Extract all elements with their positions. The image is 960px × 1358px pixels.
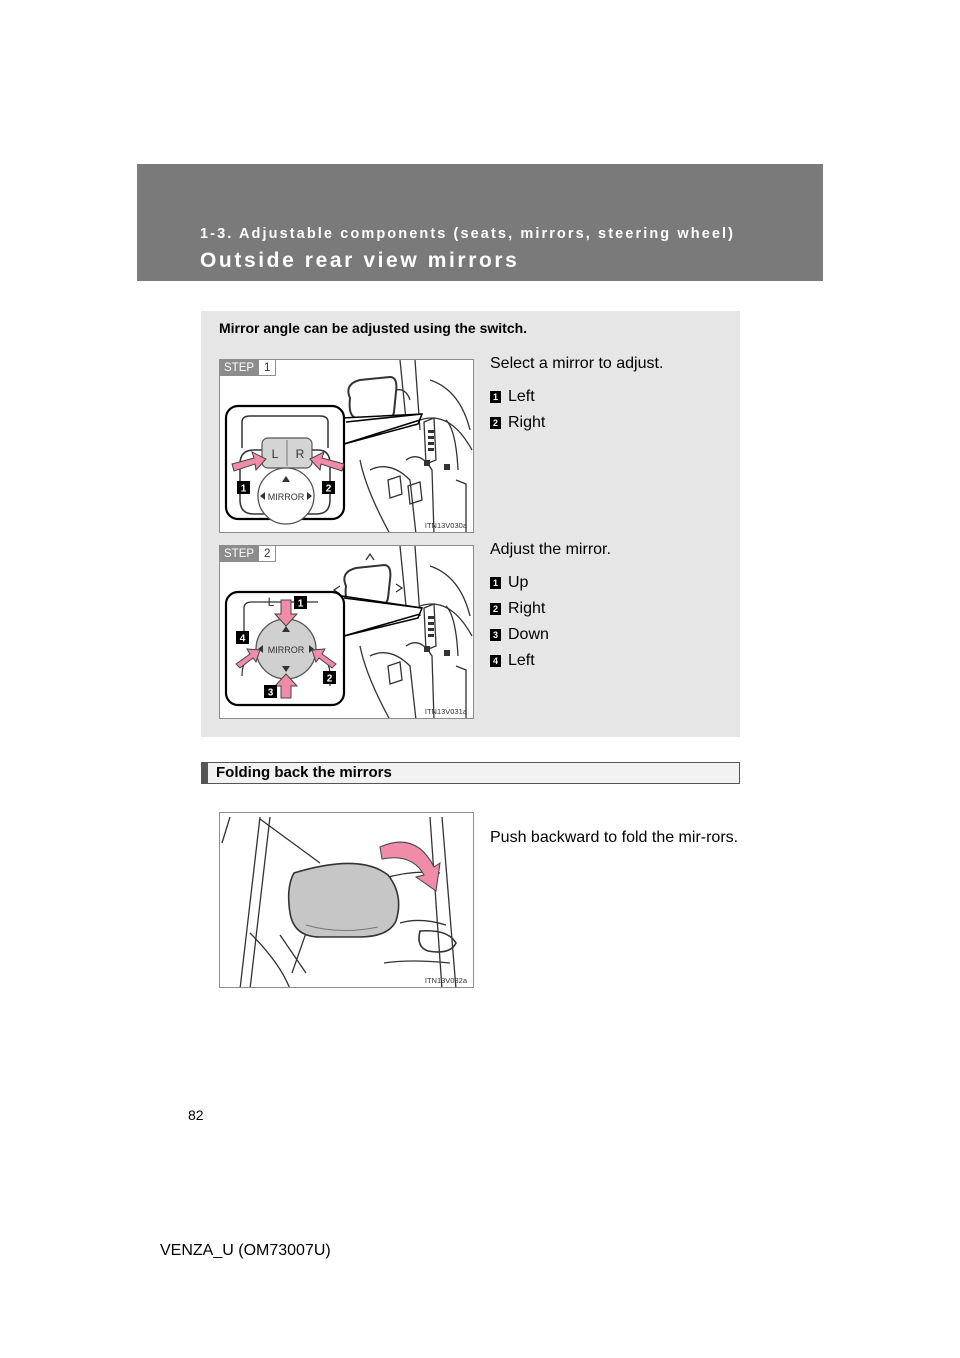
step2-figure <box>219 545 474 719</box>
svg-text:1: 1 <box>297 598 304 610</box>
mirror-switch-label: MIRROR <box>267 645 305 655</box>
svg-text:3: 3 <box>267 687 274 699</box>
step2-figure-code: ITN13V031a <box>424 707 467 716</box>
step1-item: 1 Left <box>490 388 535 406</box>
step2-badge: STEP 2 <box>220 546 276 562</box>
switch-letter-l: L <box>271 447 279 461</box>
footer-code: VENZA_U (OM73007U) <box>160 1242 331 1259</box>
step2-item: 2 Right <box>490 600 545 618</box>
step2-item: 3 Down <box>490 626 549 644</box>
svg-text:2: 2 <box>325 483 332 495</box>
switch-letter-r: R <box>295 447 305 461</box>
svg-text:4: 4 <box>239 633 246 645</box>
svg-text:2: 2 <box>326 673 333 685</box>
step1-figure-code: ITN13V030a <box>424 521 467 530</box>
chapter-subtitle: 1-3. Adjustable components (seats, mirrors, steering wheel) <box>200 226 736 242</box>
folding-text: Push backward to fold the mir-rors. <box>490 829 739 846</box>
page-number: 82 <box>188 1107 204 1123</box>
step2-item: 4 Left <box>490 652 535 670</box>
step1-figure <box>219 359 474 533</box>
step1-instruction: Select a mirror to adjust. <box>490 355 664 372</box>
step1-badge: STEP 1 <box>220 360 276 376</box>
step2-item: 1 Up <box>490 574 528 592</box>
step2-instruction: Adjust the mirror. <box>490 541 611 558</box>
svg-text:1: 1 <box>240 483 247 495</box>
mirror-switch-label: MIRROR <box>267 492 305 502</box>
mirror-housing <box>289 863 399 937</box>
page-title: Outside rear view mirrors <box>200 249 520 272</box>
intro-text: Mirror angle can be adjusted using the switch. <box>219 320 528 336</box>
step1-item: 2 Right <box>490 414 545 432</box>
switch-letter-l: L <box>267 595 275 609</box>
folding-figure <box>219 812 474 988</box>
folding-section-heading: Folding back the mirrors <box>201 762 740 784</box>
folding-figure-code: ITN13V032a <box>424 976 467 985</box>
